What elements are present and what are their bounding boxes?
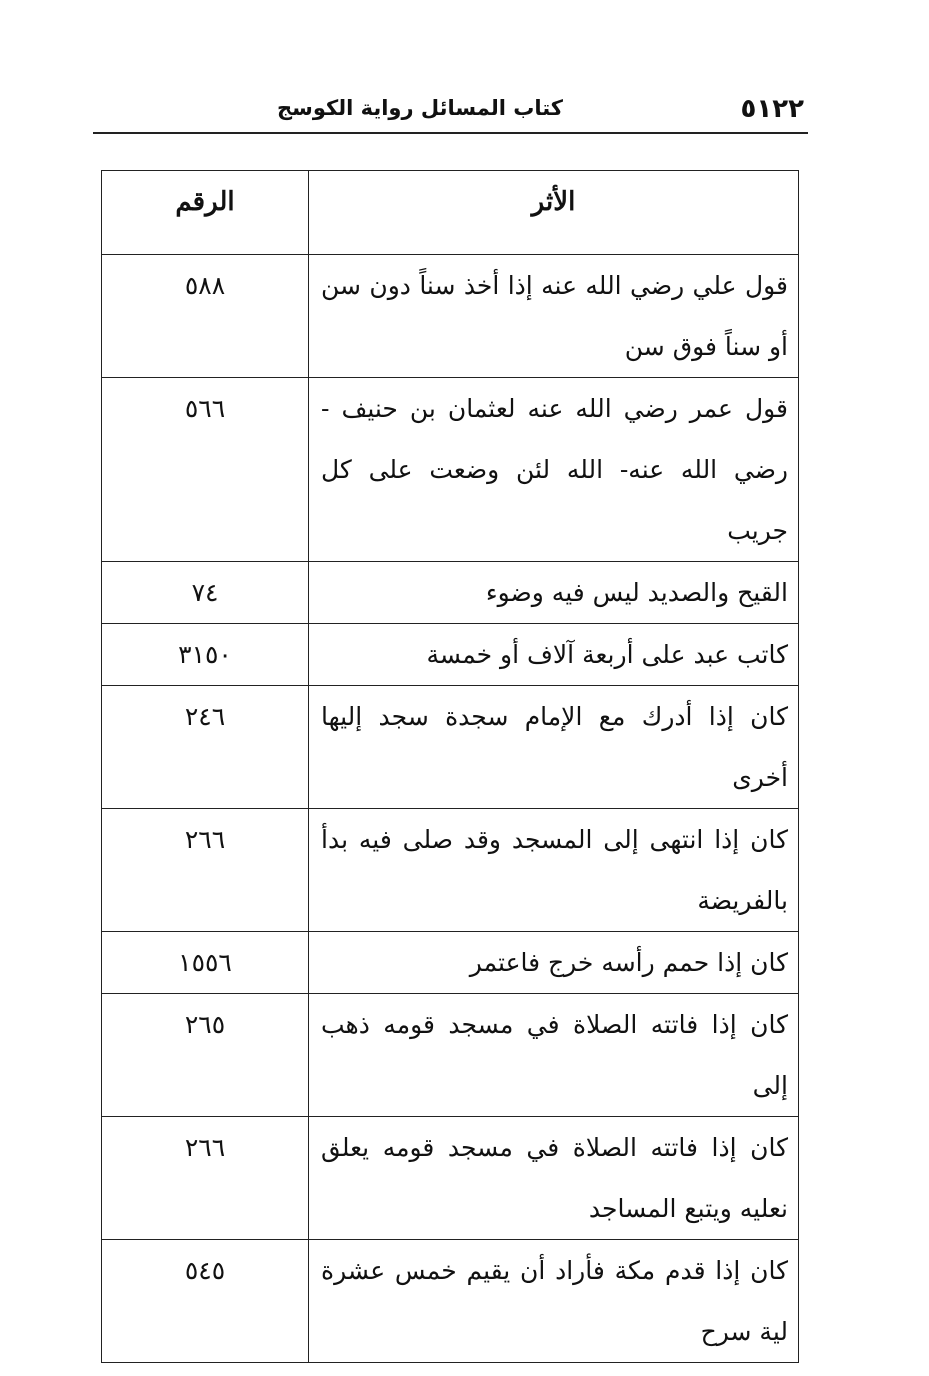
athar-cell: كان إذا أدرك مع الإمام سجدة سجد إليها أخرى <box>309 686 799 809</box>
athar-cell: كاتب عبد على أربعة آلاف أو خمسة <box>309 624 799 686</box>
table-row <box>102 686 799 809</box>
table-row <box>102 255 799 378</box>
athar-cell: كان إذا فاتته الصلاة في مسجد قومه ذهب إلى <box>309 994 799 1117</box>
number-cell: ٢٦٥ <box>102 994 309 1117</box>
page-header <box>93 88 808 134</box>
number-cell: ٥٤٥ <box>102 1240 309 1363</box>
athar-index-table-container <box>101 170 798 1363</box>
table-row <box>102 624 799 686</box>
number-cell: ٧٤ <box>102 562 309 624</box>
table-row <box>102 1240 799 1363</box>
number-cell: ٥٨٨ <box>102 255 309 378</box>
number-cell: ٢٤٦ <box>102 686 309 809</box>
table-row <box>102 932 799 994</box>
athar-cell: كان إذا فاتته الصلاة في مسجد قومه يعلق نعليه ويتبع المساجد <box>309 1117 799 1240</box>
column-header-number: الرقم <box>102 171 309 255</box>
number-cell: ٣١٥٠ <box>102 624 309 686</box>
table-row <box>102 378 799 562</box>
number-cell: ٥٦٦ <box>102 378 309 562</box>
athar-cell: كان إذا قدم مكة فأراد أن يقيم خمس عشرة لية سرح <box>309 1240 799 1363</box>
athar-cell: كان إذا انتهى إلى المسجد وقد صلى فيه بدأ بالفريضة <box>309 809 799 932</box>
athar-cell: قول عمر رضي الله عنه لعثمان بن حنيف - رضي الله عنه- الله لئن وضعت على كل جريب <box>309 378 799 562</box>
table-row <box>102 994 799 1117</box>
table-row <box>102 1117 799 1240</box>
athar-cell: كان إذا حمم رأسه خرج فاعتمر <box>309 932 799 994</box>
number-cell: ١٥٥٦ <box>102 932 309 994</box>
athar-cell: قول علي رضي الله عنه إذا أخذ سناً دون سن أو سناً فوق سن <box>309 255 799 378</box>
table-row <box>102 562 799 624</box>
column-header-athar: الأثر <box>309 171 799 255</box>
number-cell: ٢٦٦ <box>102 809 309 932</box>
book-title: كتاب المسائل رواية الكوسج <box>277 96 563 120</box>
table-header-row <box>102 171 799 255</box>
table-row <box>102 809 799 932</box>
athar-cell: القيح والصديد ليس فيه وضوء <box>309 562 799 624</box>
number-cell: ٢٦٦ <box>102 1117 309 1240</box>
athar-index-table <box>101 170 799 1363</box>
page-number: ٥١٢٢ <box>740 94 804 124</box>
